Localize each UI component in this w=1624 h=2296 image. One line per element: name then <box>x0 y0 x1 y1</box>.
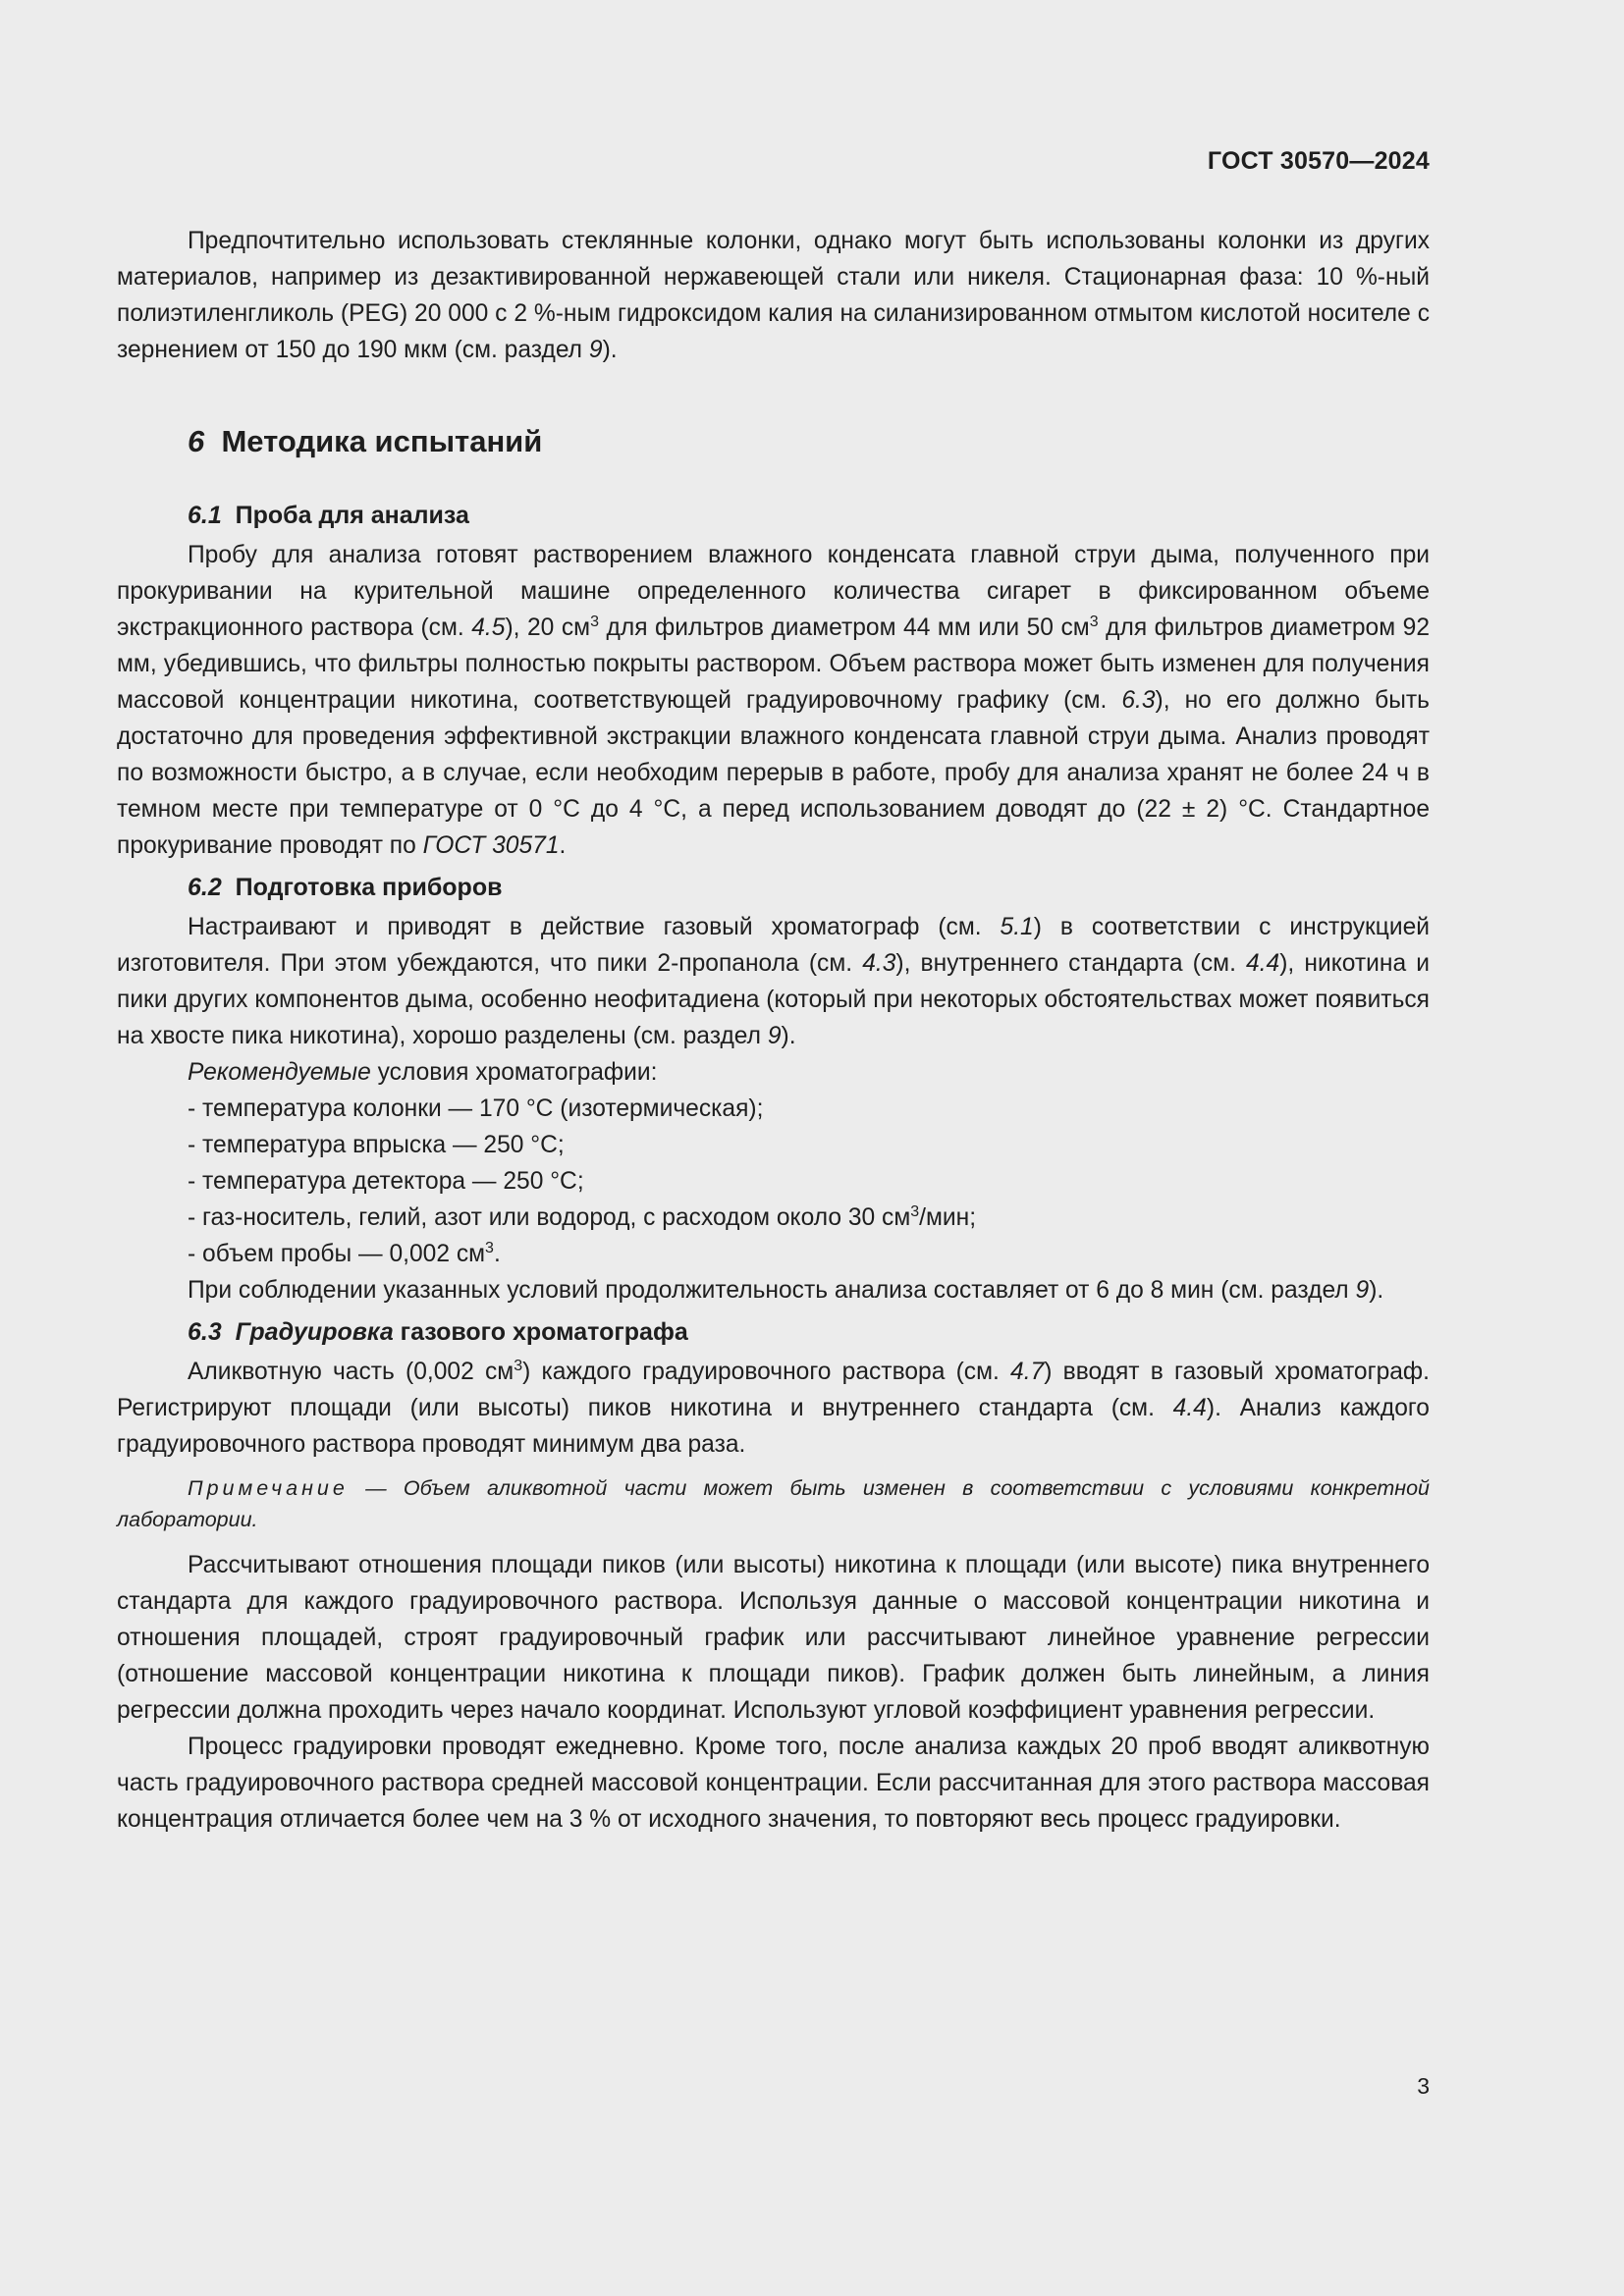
page-content <box>117 223 1430 1838</box>
calibration-paragraph: Рассчитывают отношения площади пиков (или высоты) никотина к площади (или высоте) пика внутреннего стандарта для каждого градуировочного раствора. Используя данные о массовой концентрации никотина и отношения площадей, строят градуировочный график или рассчитывают линейное уравнение регрессии (отношение массовой концентрации никотина к площади пиков). График должен быть линейным, а линия регрессии должна проходить через начало координат. Используют угловой коэффициент уравнения регрессии. <box>117 1552 1430 1724</box>
list-item: - температура впрыска — 250 °С; <box>188 1132 565 1158</box>
standard-code: ГОСТ 30570—2024 <box>1207 147 1430 175</box>
list-item: - температура колонки — 170 °С (изотермическая); <box>188 1095 764 1122</box>
page-number: 3 <box>1417 2073 1430 2099</box>
subsection-6-2-paragraph: Настраивают и приводят в действие газовый хроматограф (см. 5.1) в соответствии с инструкцией изготовителя. При этом убеждаются, что пики 2-пропанола (см. 4.3), внутреннего стандарта (см. 4.4), никотина и пики других компонентов дыма, особенно неофитадиена (который при некоторых обстоятельствах может появиться на хвосте пика никотина), хорошо разделены (см. раздел 9). <box>117 914 1430 1049</box>
calibration-frequency-paragraph: Процесс градуировки проводят ежедневно. Кроме того, после анализа каждых 20 проб вводят аликвотную часть градуировочного раствора средней массовой концентрации. Если рассчитанная для этого раствора массовая концентрация отличается более чем на 3 % от исходного значения, то повторяют весь процесс градуировки. <box>117 1734 1430 1833</box>
section-reference: 9 <box>588 337 603 363</box>
note: Примечание — Объем аликвотной части может быть изменен в соответствии с условиями конкретной лаборатории. <box>117 1476 1430 1531</box>
list-item: - температура детектора — 250 °С; <box>188 1168 584 1195</box>
subsection-6-2-heading: 6.2 Подготовка приборов <box>188 874 503 901</box>
subsection-6-1-heading: 6.1 Проба для анализа <box>188 502 469 529</box>
subsection-6-1-paragraph: Пробу для анализа готовят растворением влажного конденсата главной струи дыма, полученного при прокуривании на курительной машине определенного количества сигарет в фиксированном объеме экстракционного раствора (см. 4.5), 20 $см^3$ для фильтров диаметром 44 мм или 50 $см^3$ для фильтров диаметром 92 мм, убедившись, что фильтры полностью покрыты раствором. Объем раствора может быть изменен для получения массовой концентрации никотина, соответствующей градуировочному графику (см. 6.3), но его должно быть достаточно для проведения эффективной экстракции влажного конденсата главной струи дыма. Анализ проводят по возможности быстро, а в случае, если необходим перерыв в работе, пробу для анализа хранят не более 24 ч в темном месте при температуре от 0 °С до 4 °С, а перед использованием доводят до (22 ± 2) °С. Стандартное прокуривание проводят по ГОСТ 30571. <box>117 542 1431 859</box>
note-label: Примечание <box>188 1476 349 1500</box>
recommended-conditions-intro: Рекомендуемые условия хроматографии: <box>188 1059 658 1086</box>
standard-reference: ГОСТ 30571 <box>422 832 560 859</box>
list-item: - газ-носитель, гелий, азот или водород, с расходом около 30 $см^3$/мин; <box>188 1203 977 1231</box>
list-item: - объем пробы — 0,002 $см^3$. <box>188 1240 501 1267</box>
conditions-list <box>117 1091 1430 1272</box>
subsection-6-3-paragraph: Аликвотную часть (0,002 $см^3$) каждого градуировочного раствора (см. 4.7) вводят в газовый хроматограф. Регистрируют площади (или высоты) пиков никотина и внутреннего стандарта (см. 4.4). Анализ каждого градуировочного раствора проводят минимум два раза. <box>117 1358 1431 1458</box>
subsection-6-3-heading: 6.3 Градуировка газового хроматографа <box>188 1318 688 1346</box>
intro-paragraph: Предпочтительно использовать стеклянные колонки, однако могут быть использованы колонки из других материалов, например из дезактивированной нержавеющей стали или никеля. Стационарная фаза: 10 %-ный полиэтиленгликоль (PEG) 20 000 с 2 %-ным гидроксидом калия на силанизированном отмытом кислотой носителе с зернением от 150 до 190 мкм (см. раздел 9). <box>117 228 1430 363</box>
analysis-duration-paragraph: При соблюдении указанных условий продолжительность анализа составляет от 6 до 8 мин (см. раздел 9). <box>188 1277 1384 1304</box>
section-6-heading: 6 Методика испытаний <box>188 424 543 458</box>
